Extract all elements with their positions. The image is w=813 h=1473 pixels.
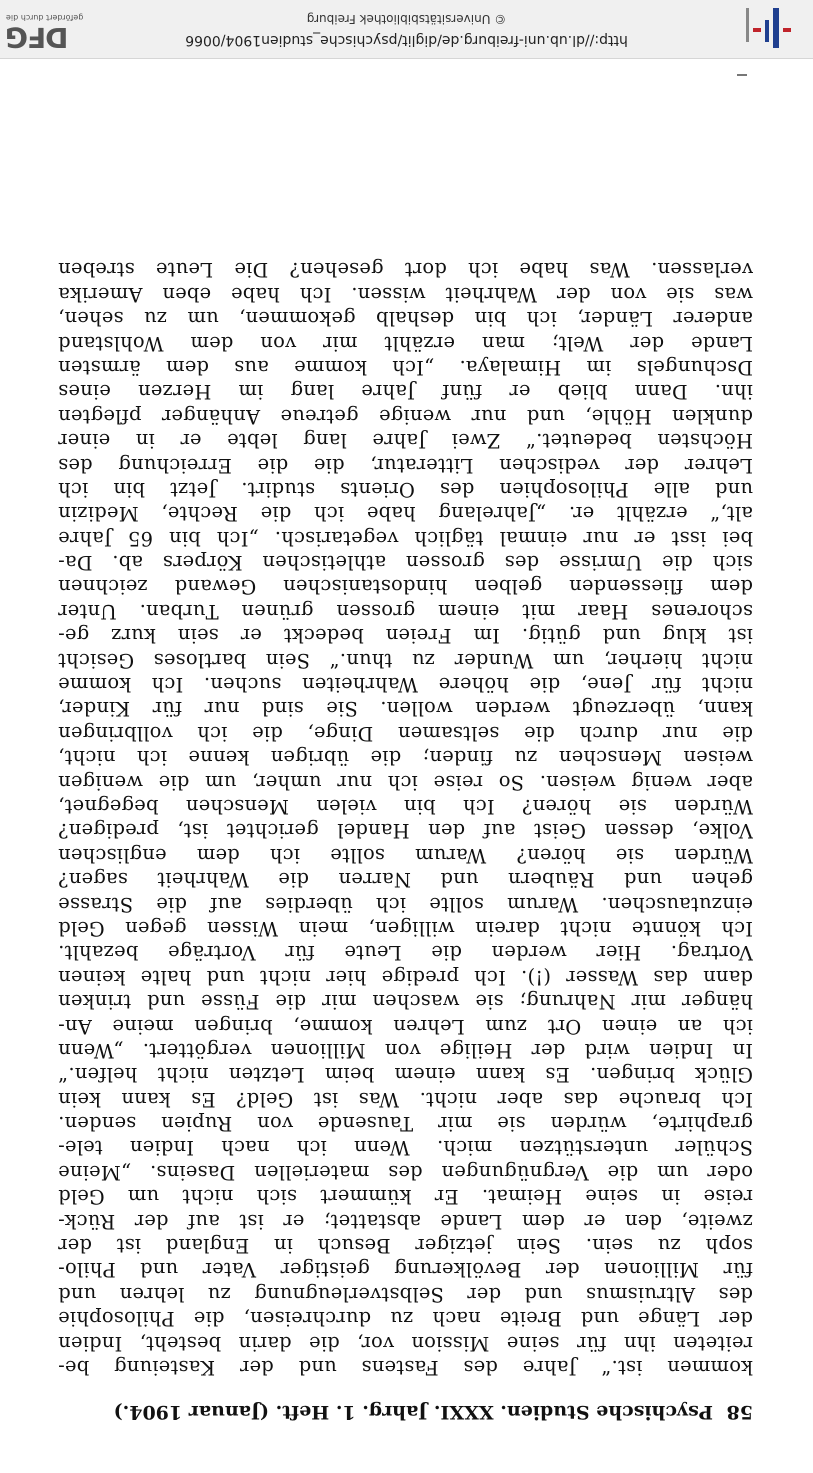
text-line: oder um die Vergnügungen des materiellen Daseins. „Meine <box>58 1160 753 1184</box>
text-line: hänger mir Nahrung; sie waschen mir die Füsse und trinken <box>58 990 753 1014</box>
text-line: kommen ist.“ Jahre des Fastens und der Kasteiung be- <box>58 1356 753 1379</box>
text-line: einzutauschen. Warum sollte ich überdies auf die Strasse <box>58 892 753 916</box>
text-line: alt,“ erzählt er. „Jahrelang habe ich die Rechte, Medizin <box>58 502 753 526</box>
text-line: Ich brauche das aber nicht. Was ist Geld? Es kann kein <box>58 1087 753 1111</box>
text-line: Höchsten bedeutet.“ Zwei Jahre lang lebte er in einer <box>58 429 753 453</box>
text-line: Schüler unterstützen mich. Wenn ich nach Indien tele- <box>58 1136 753 1160</box>
scanned-page <box>58 257 753 1423</box>
page-number: 58 <box>726 1401 753 1423</box>
text-line: zweite, den er dem Lande abstattet; er ist auf der Rück- <box>58 1209 753 1233</box>
text-line: sich die Umrisse des grossen athletischen Körpers ab. Da- <box>58 551 753 575</box>
text-line: bei isst er nur einmal täglich vegetarisch. „Ich bin 65 Jahre <box>58 526 753 550</box>
text-line: und alle Philosophien des Orients studirt. Jetzt bin ich <box>58 477 753 501</box>
dfg-logo-mark: DFG <box>6 21 69 54</box>
running-title: Psychische Studien. XXXI. Jahrg. 1. Heft. (Januar 1904.) <box>113 1401 713 1423</box>
text-line: verlassen. Was habe ich dort gesehen? Die Leute streben <box>58 258 753 282</box>
text-line: nicht für Jene, die höhere Wahrheiten suchen. Ich komme <box>58 673 753 697</box>
text-line: dann das Wasser (!). Ich predige hier nicht und halte keinen <box>58 965 753 989</box>
footer-url-link[interactable]: http://dl.ub.uni-freiburg.de/diglit/psychische_studien1904/0066 <box>185 32 628 48</box>
text-line: anderer Länder, ich bin deshalb gekommen, um zu sehen, <box>58 307 753 331</box>
text-line: Volke, dessen Geist auf den Handel gerichtet ist, predigen? <box>58 819 753 843</box>
text-line: gehen und Räubern und Narren die Wahrheit sagen? <box>58 868 753 892</box>
text-line: In Indien wird der Heilige von Millionen vergöttert. „Wenn <box>58 1038 753 1062</box>
text-line: die nur durch die seltsamen Dinge, die ich vollbringen <box>58 721 753 745</box>
footer-bar <box>0 0 813 59</box>
text-line: dunklen Höhle, und nur wenige getreue Anhänger pflegten <box>58 404 753 428</box>
text-line: Vortrag. Hier werden die Leute für Vorträge bezahlt. <box>58 941 753 965</box>
text-line: was sie von der Wahrheit wissen. Ich habe eben Amerika <box>58 282 753 306</box>
text-line: Würden sie hören? Ich bin vielen Menschen begegnet, <box>58 795 753 819</box>
text-line: Würden sie hören? Warum sollte ich dem englischen <box>58 843 753 867</box>
text-line: weisen Menschen zu finden; die übrigen kenne ich nicht, <box>58 746 753 770</box>
text-line: schorenes Haar mit einem grossen grünen Turban. Unter <box>58 599 753 623</box>
footer-copyright: © Universitätsbibliothek Freiburg <box>306 12 507 26</box>
dfg-logo-icon[interactable] <box>6 6 86 52</box>
text-line: soph zu sein. Sein jetziger Besuch in England ist der <box>58 1234 753 1258</box>
text-line: Dschungels im Himalaya. „Ich komme aus dem ärmsten <box>58 355 753 379</box>
text-line: ich an einen Ort zum Lehren komme, bringen meine An- <box>58 1014 753 1038</box>
text-line: dem fliessenden gelben hindostanischen Gewand zeichnen <box>58 575 753 599</box>
text-line: Ich könnte nicht darein willigen, mein Wissen gegen Geld <box>58 916 753 940</box>
text-line: aber wenig weisen. So reise ich nur umher, um die wenigen <box>58 770 753 794</box>
body-text <box>58 257 753 1379</box>
text-line: ihn. Dann blieb er fünf Jahre lang im Herzen eines <box>58 380 753 404</box>
text-line: reise in seine Heimat. Er kümmert sich nicht um Geld <box>58 1185 753 1209</box>
text-line: graphirte, würden sie mir Tausende von Rupien senden. <box>58 1112 753 1136</box>
running-head <box>58 1383 753 1423</box>
text-line: der Länge und Breite nach zu durchreisen, die Philosophie <box>58 1307 753 1331</box>
text-line: Glück bringen. Es kann einem beim Letzten nicht helfen.“ <box>58 1063 753 1087</box>
text-line: des Altruismus und der Selbstverleugnung zu lehren und <box>58 1282 753 1306</box>
text-line: ist klug und gütig. Im Freien bedeckt er sein kurz ge- <box>58 624 753 648</box>
dfg-logo-subtitle: gefördert durch die <box>6 13 84 22</box>
scan-corner-mark <box>737 74 747 76</box>
text-line: nicht hierher, um Wunder zu thun.“ Sein bartloses Gesicht <box>58 648 753 672</box>
text-line: kann, überzeugt werden wollen. Sie sind nur für Kinder, <box>58 697 753 721</box>
text-line: für Millionen der Bevölkerung geistiger Vater und Philo- <box>58 1258 753 1282</box>
text-line: Lehrer der vedischen Litteratur, die die Erreichung des <box>58 453 753 477</box>
text-line: Lande der Welt; man erzählt mir von dem Wohlstand <box>58 331 753 355</box>
text-line: reiteten ihn für seine Mission vor, die darin besteht, Indien <box>58 1331 753 1355</box>
